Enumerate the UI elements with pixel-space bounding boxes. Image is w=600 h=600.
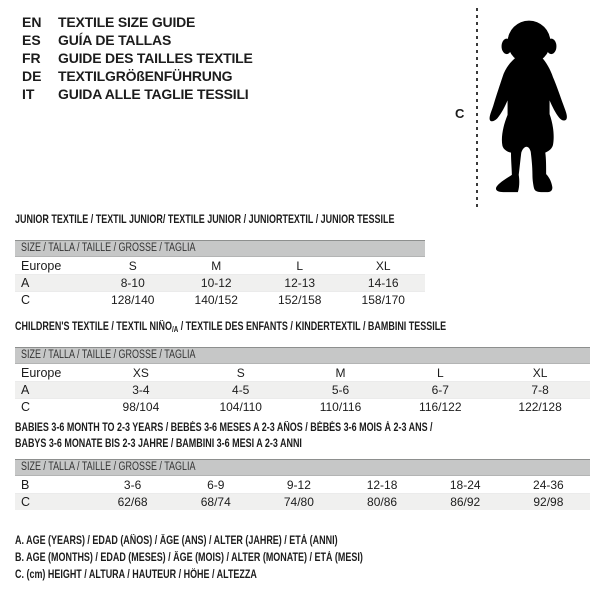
table-title-text <box>15 320 446 337</box>
size-table-children <box>15 320 590 415</box>
size-cell: 24-36 <box>507 477 590 494</box>
footnotes <box>15 533 461 584</box>
size-cell: 6-9 <box>174 477 257 494</box>
size-header-text: SIZE / TALLA / TAILLE / GRÖSSE / TAGLIA <box>21 242 196 254</box>
size-cell: 122/128 <box>518 400 562 414</box>
table-title-text: BABYS 3-6 MONATE BIS 2-3 JAHRE / BAMBINI 3-6 MESI A 2-3 ANNI <box>15 438 302 450</box>
row-label: C <box>21 293 31 307</box>
size-cell: L <box>390 365 490 382</box>
size-cell: 8-10 <box>91 275 175 292</box>
footnote-text: C. (cm) HEIGHT / ALTURA / HAUTEUR / HÖHE / ALTEZZA <box>15 569 257 581</box>
size-cell: 6-7 <box>390 382 490 399</box>
table-title <box>15 421 590 437</box>
size-cell: 3-6 <box>91 477 174 494</box>
footnote-a <box>15 533 461 550</box>
size-cell: 92/98 <box>533 495 564 509</box>
table-row <box>15 258 425 275</box>
size-cell: XL <box>490 365 590 382</box>
size-cell: 74/80 <box>283 495 314 509</box>
footnote-text: A. AGE (YEARS) / EDAD (AÑOS) / ÂGE (ANS) / ALTER (JAHRE) / ETÀ (ANNI) <box>15 535 338 547</box>
size-cell: 9-12 <box>257 477 340 494</box>
size-table-junior <box>15 213 425 308</box>
size-cell: L <box>258 258 342 275</box>
language-label: GUIDA ALLE TAGLIE TESSILI <box>58 86 249 102</box>
table-row <box>15 365 590 382</box>
size-cell: 18-24 <box>424 477 507 494</box>
size-cell: 3-4 <box>91 382 191 399</box>
language-label: TEXTILE SIZE GUIDE <box>58 14 196 30</box>
size-table-babies <box>15 421 590 510</box>
size-header-text: SIZE / TALLA / TAILLE / GRÖSSE / TAGLIA <box>21 349 196 361</box>
size-cell: 14-16 <box>342 275 426 292</box>
size-cell: XL <box>342 258 426 275</box>
table-title-line2 <box>15 437 590 453</box>
table-row <box>15 477 590 494</box>
size-cell: M <box>291 365 391 382</box>
title-subscript: /A <box>171 325 179 334</box>
size-cell: 152/158 <box>278 293 322 307</box>
size-cell: 12-13 <box>258 275 342 292</box>
title-part: CHILDREN'S TEXTILE / TEXTIL NIÑO <box>15 321 172 333</box>
language-row <box>22 67 253 85</box>
language-code: IT <box>22 86 35 102</box>
title-part: / TEXTILE DES ENFANTS / KINDERTEXTIL / BAMBINI TESSILE <box>178 321 447 333</box>
size-cell: S <box>91 258 175 275</box>
table-row <box>15 275 425 292</box>
language-code: DE <box>22 68 42 84</box>
row-label: C <box>21 400 31 414</box>
height-label-c: C <box>455 106 465 121</box>
size-cell: 5-6 <box>291 382 391 399</box>
footnote-c <box>15 567 461 584</box>
footnote-text: B. AGE (MONTHS) / EDAD (MESES) / ÂGE (MOIS) / ALTER (MONATE) / ETÀ (MESI) <box>15 552 363 564</box>
size-cell: 98/104 <box>122 400 160 414</box>
language-row <box>22 13 253 31</box>
size-grid <box>15 258 425 308</box>
language-header <box>22 13 253 103</box>
size-cell: 10-12 <box>175 275 259 292</box>
size-cell: S <box>191 365 291 382</box>
size-cell: 116/122 <box>419 400 462 414</box>
table-title-text: BABIES 3-6 MONTH TO 2-3 YEARS / BEBÉS 3-6 MESES A 2-3 AÑOS / BÉBÉS 3-6 MOIS À 2-3 ANS / <box>15 422 433 434</box>
size-header-bar <box>15 347 590 364</box>
table-row <box>15 382 590 399</box>
size-cell: 68/74 <box>200 495 231 509</box>
size-cell: 110/116 <box>319 400 362 414</box>
language-row <box>22 49 253 67</box>
toddler-silhouette <box>481 4 577 207</box>
language-label: GUÍA DE TALLAS <box>58 32 172 48</box>
row-label: A <box>15 275 91 292</box>
size-header-bar <box>15 459 590 476</box>
language-code: EN <box>22 14 42 30</box>
language-label: TEXTILGRÖßENFÜHRUNG <box>58 68 233 84</box>
table-row <box>15 399 590 416</box>
table-row <box>15 292 425 309</box>
table-row <box>15 494 590 511</box>
size-cell: XS <box>91 365 191 382</box>
table-title-text: JUNIOR TEXTILE / TEXTIL JUNIOR/ TEXTILE JUNIOR / JUNIORTEXTIL / JUNIOR TESSILE <box>15 214 395 226</box>
table-title <box>15 320 590 336</box>
table-title <box>15 213 425 229</box>
row-label: B <box>15 477 91 494</box>
size-cell: 7-8 <box>490 382 590 399</box>
language-row <box>22 31 253 49</box>
row-label: Europe <box>15 365 91 382</box>
height-dotted-line <box>476 8 478 207</box>
row-label: Europe <box>15 258 91 275</box>
size-grid <box>15 477 590 510</box>
size-cell: 104/110 <box>219 400 262 414</box>
size-cell: 128/140 <box>111 293 155 307</box>
size-cell: 80/86 <box>367 495 398 509</box>
size-header-text: SIZE / TALLA / TAILLE / GRÖSSE / TAGLIA <box>21 461 196 473</box>
language-code: FR <box>22 50 41 66</box>
language-row <box>22 85 253 103</box>
size-cell: 62/68 <box>117 495 148 509</box>
footnote-b <box>15 550 461 567</box>
size-header-bar <box>15 240 425 257</box>
size-cell: 12-18 <box>340 477 423 494</box>
size-cell: 158/170 <box>361 293 405 307</box>
size-cell: M <box>175 258 259 275</box>
size-cell: 4-5 <box>191 382 291 399</box>
size-cell: 86/92 <box>450 495 481 509</box>
language-label: GUIDE DES TAILLES TEXTILE <box>58 50 253 66</box>
language-code: ES <box>22 32 41 48</box>
row-label: A <box>15 382 91 399</box>
size-grid <box>15 365 590 415</box>
row-label: C <box>21 495 31 509</box>
size-cell: 140/152 <box>194 293 238 307</box>
